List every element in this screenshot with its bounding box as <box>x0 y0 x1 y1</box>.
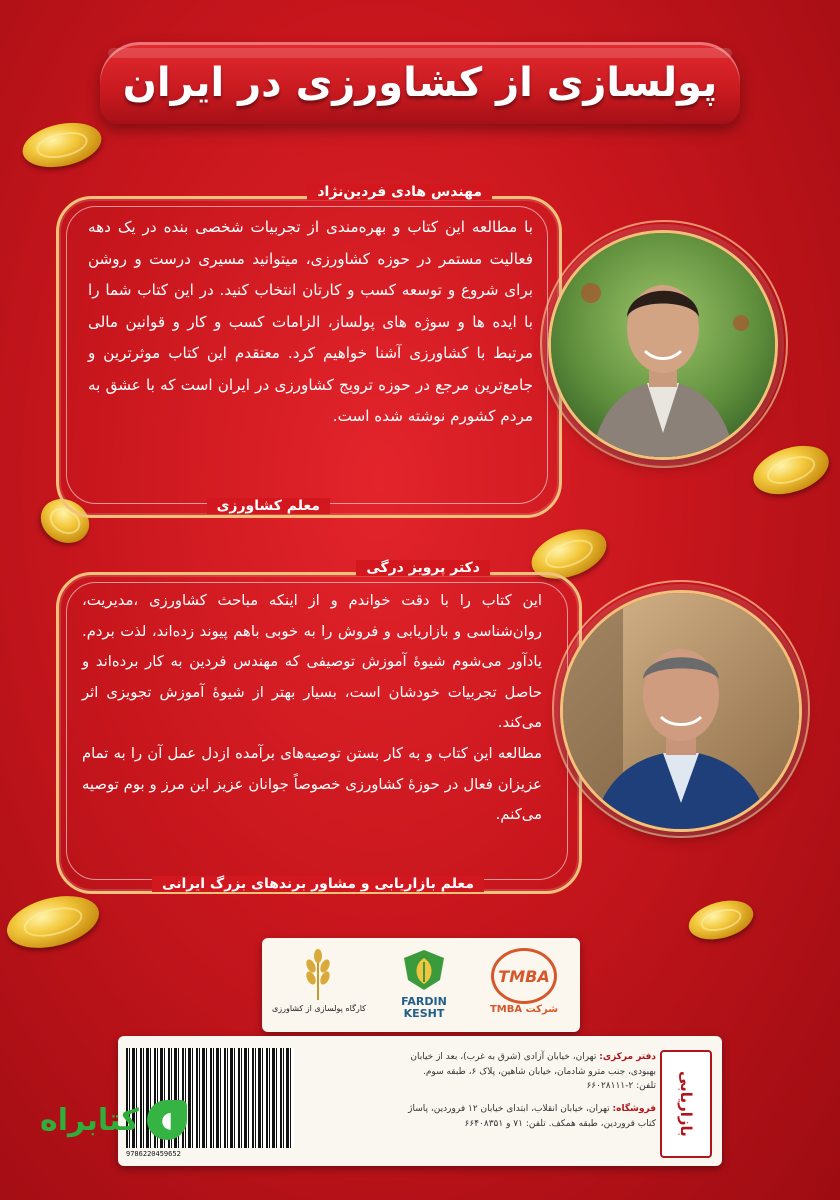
gold-coin <box>684 894 757 946</box>
office-label: دفتر مرکزی: <box>599 1052 656 1062</box>
testimonial-paragraph: مطالعه این کتاب و به کار بستن توصیه‌های برآمده ازدل عمل آن را به تمام عزیزان فعال در حوزهٔ کشاورزی خصوصاً جوانان عزیز این مرز و بوم توصیه می‌کنم. <box>82 744 542 824</box>
publisher-logo <box>660 1050 712 1158</box>
store-label: فروشگاه: <box>612 1104 656 1114</box>
gold-coin <box>2 887 105 956</box>
office-address-text: تهران، خیابان آزادی (شرق به غرب)، بعد از خیابان بهبودی، جنب مترو شادمان، خیابان شاهین، پلاک ۶، طبقه سوم. تلفن: ۲-۶۶۰۲۸۱۱۱ <box>410 1052 656 1091</box>
publisher-footer <box>118 1036 722 1166</box>
leaf-shield-icon <box>400 948 448 992</box>
store-address <box>408 1102 656 1131</box>
testimonial-paragraph: این کتاب را با دقت خواندم و از اینکه مباحث کشاورزی ،مدیریت، روان‌شناسی و بازاریابی و فروش را به خوبی باهم پیوند زده‌اند، لذت بردم. یادآور می‌شوم شیوهٔ آموزش توصیفی که مهندس فردین به کار برده‌اند و حاصل تجربیات خودشان است، بسیار بهتر از شیوهٔ آموزش تجویزی اثر می‌کند. <box>82 592 542 732</box>
ketabrah-brand: کتابراه <box>40 1102 139 1138</box>
author-role-1: معلم کشاورزی <box>207 498 330 514</box>
fardin-text: FARDIN <box>401 995 447 1008</box>
workshop-caption: کارگاه پولسازی از کشاورزی <box>272 1004 366 1013</box>
portrait-icon <box>551 233 775 457</box>
gold-coin <box>19 116 106 174</box>
tmba-mark: TMBA <box>498 966 550 986</box>
testimonial-text-2 <box>82 586 542 831</box>
ketabrah-watermark <box>40 1100 187 1140</box>
wheat-icon <box>298 948 338 1000</box>
workshop-logo <box>272 948 364 1024</box>
author-photo-2 <box>560 590 802 832</box>
office-address <box>408 1050 656 1094</box>
publisher-logo-text: بازاریابی <box>677 1071 695 1137</box>
ketabrah-leaf-icon: ◖ <box>147 1100 187 1140</box>
author-name-2: دکتر پرویز درگی <box>356 560 490 576</box>
title-ribbon <box>100 42 740 124</box>
sponsor-logos <box>262 938 580 1032</box>
kesht-text: KESHT <box>403 1007 445 1020</box>
author-photo-1 <box>548 230 778 460</box>
tmba-caption: TMBA شرکت <box>489 1004 559 1015</box>
testimonial-paragraph: با مطالعه این کتاب و بهره‌مندی از تجربیات شخصی بنده در یک دهه فعالیت مستمر در حوزه کشاورزی، میتوانید مسیری درست و روشن برای شروع و توسعه کسب و کارتان انتخاب کنید. در این کتاب شما را با ایده ها و سوژه های پولساز، الزامات کسب و کار و قوانین مالی مرتبط با کشاورزی آشنا خواهیم کرد. معتقدم این کتاب موثرترین و جامع‌ترین مرجع در حوزه ترویج کشاورزی در ایران است که با عشق به مردم کشورم نوشته شده است. <box>88 218 533 425</box>
store-address-text: تهران، خیابان انقلاب، ابتدای خیابان ۱۲ فروردین، پاساژ کتاب فروردین، طبقه همکف. تلفن: ۷۱ و ۶۶۴۰۸۳۵۱ <box>408 1104 656 1129</box>
fardin-kesht-logo <box>378 948 470 1024</box>
author-name-1: مهندس هادی فردین‌نژاد <box>307 184 492 200</box>
portrait-icon <box>563 593 799 829</box>
gold-coin <box>747 437 835 503</box>
testimonial-text-1 <box>88 212 533 433</box>
author-role-2: معلم بازاریابی و مشاور برندهای بزرگ ایرانی <box>152 876 484 892</box>
book-title: پولسازی از کشاورزی در ایران <box>122 60 718 106</box>
tmba-emblem <box>491 948 557 1004</box>
tmba-logo <box>478 948 570 1024</box>
barcode-number: 9786220459652 <box>126 1150 181 1158</box>
